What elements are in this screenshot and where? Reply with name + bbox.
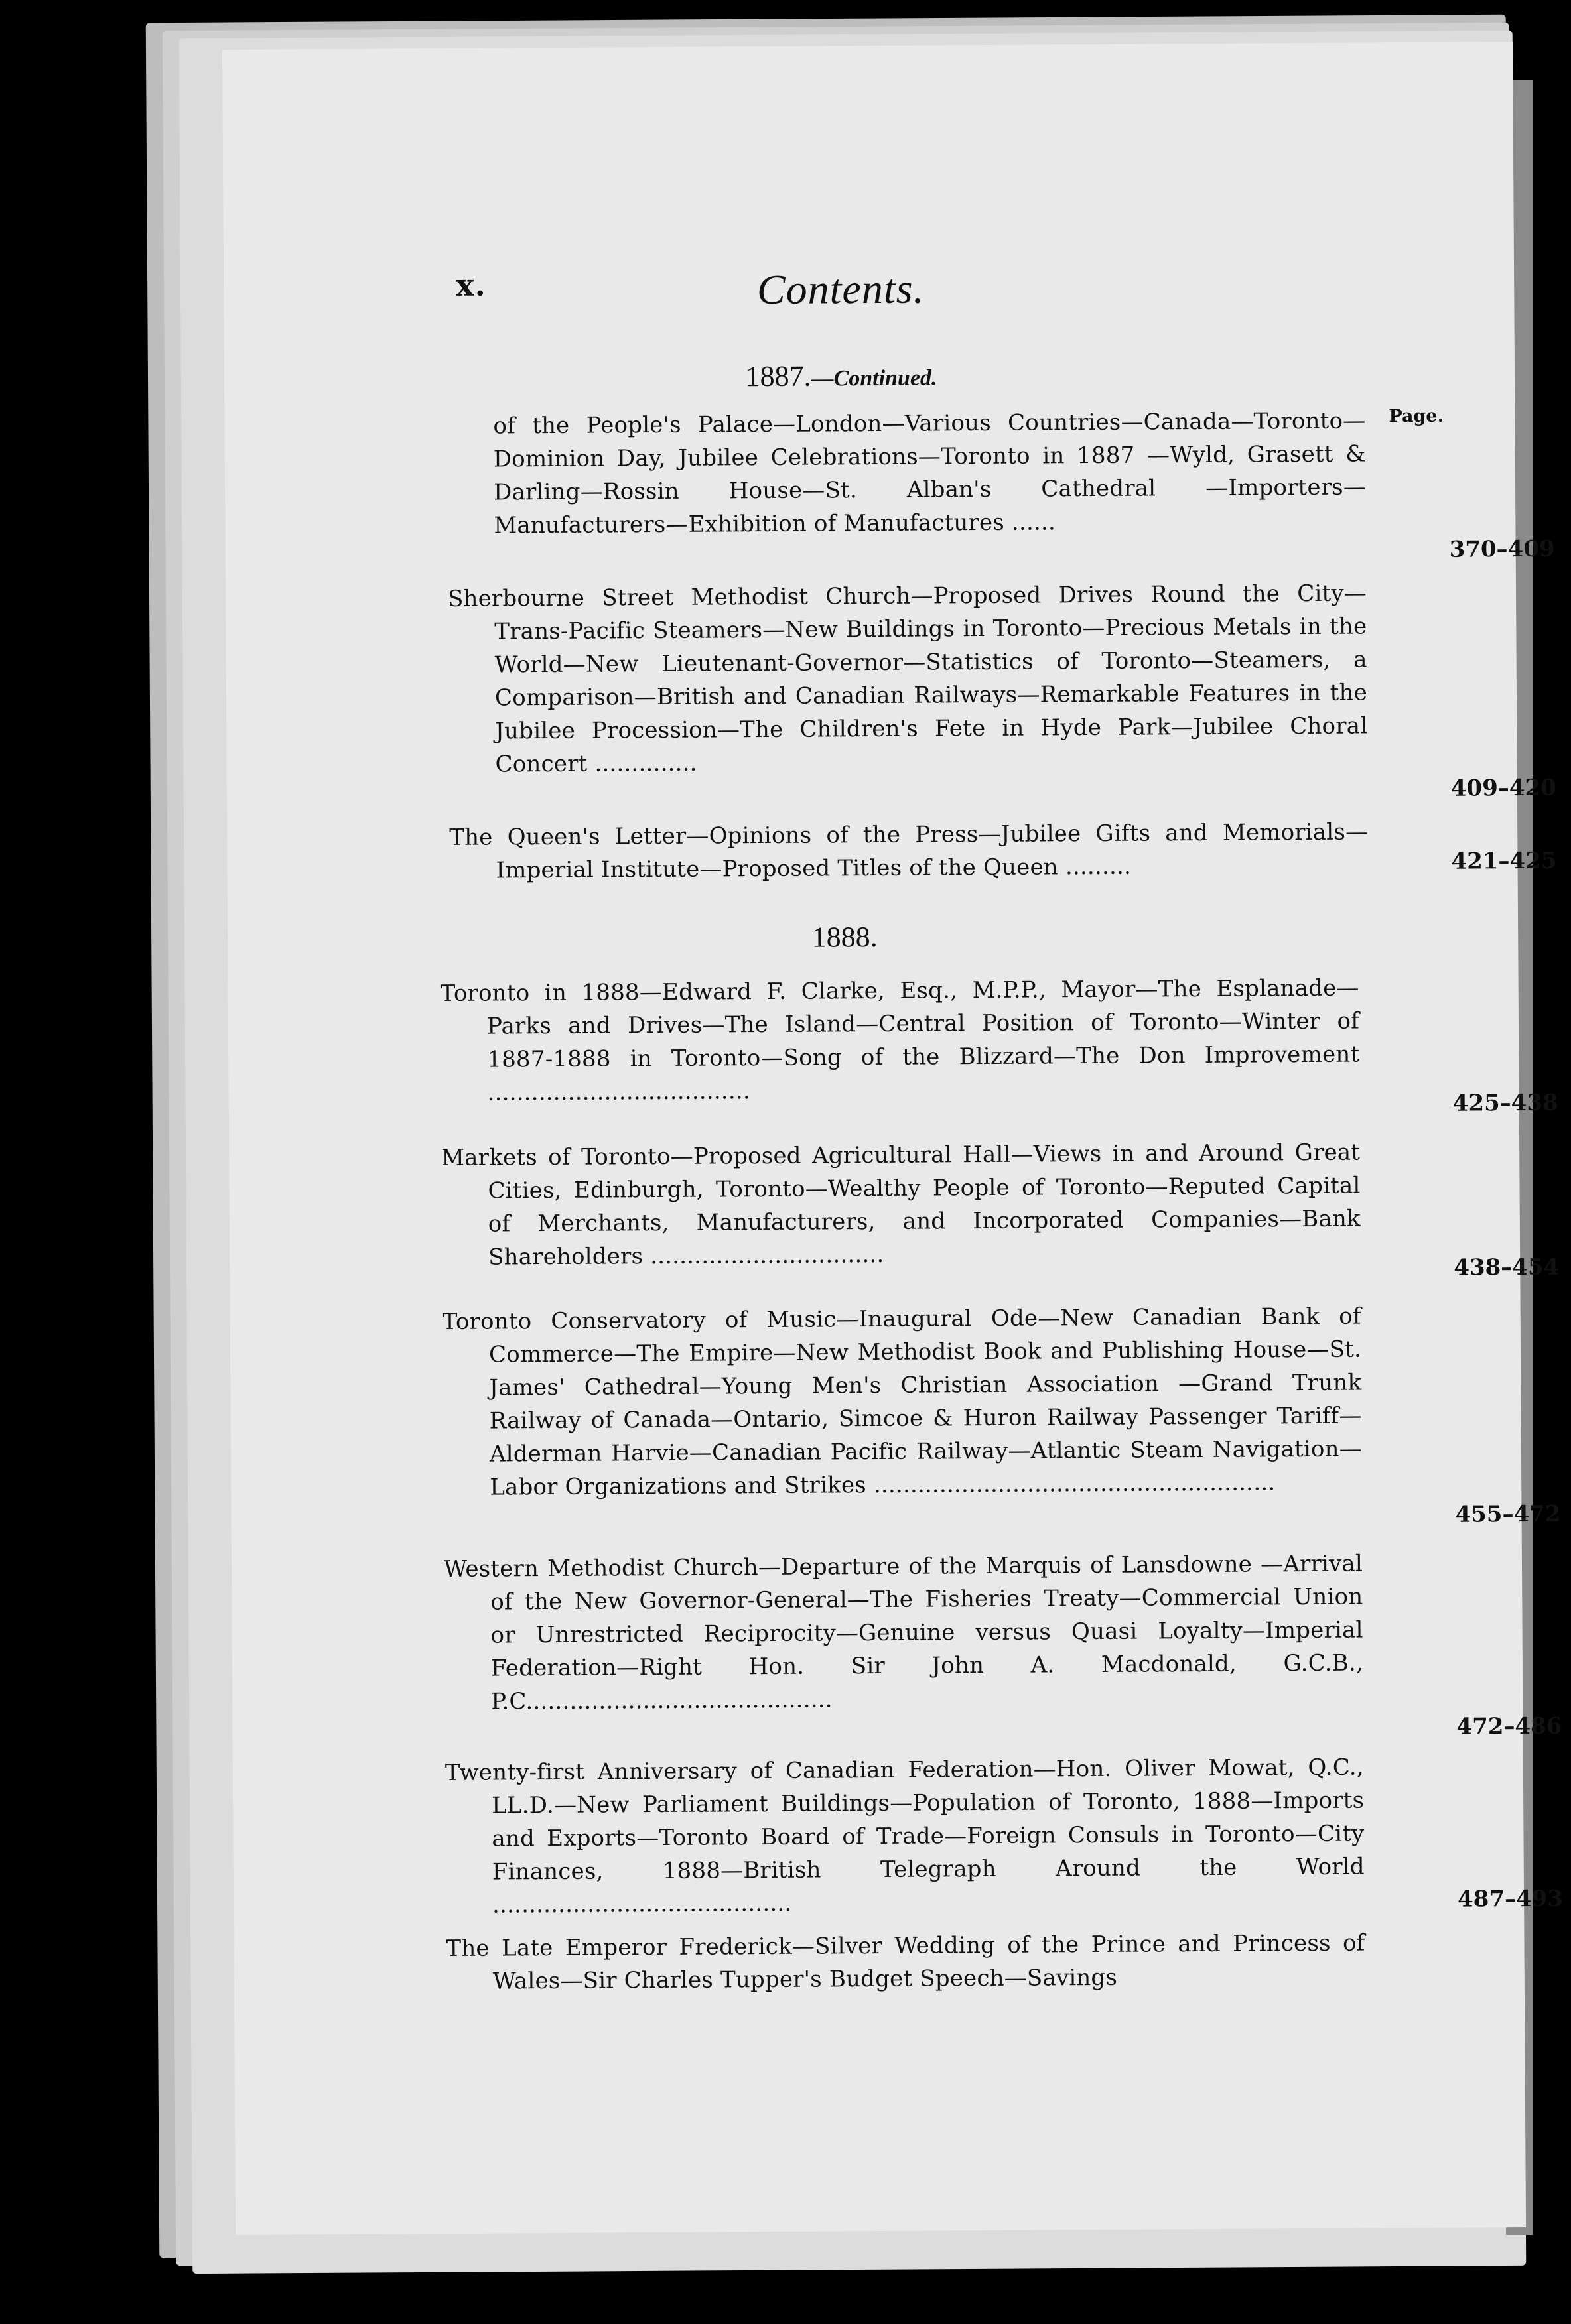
contents-entry — [445, 1751, 1365, 1922]
contents-entry — [443, 1300, 1363, 1504]
contents-entry — [441, 972, 1360, 1110]
contents-entry — [493, 404, 1366, 542]
contents-entry — [446, 1927, 1365, 1998]
contents-entry — [448, 576, 1368, 781]
continued-label: —Continued. — [811, 365, 937, 391]
page-folio: x. — [456, 267, 486, 303]
book-page — [222, 42, 1564, 2235]
page-column-label: Page. — [1389, 405, 1444, 427]
entry-text: of the People's Palace—London—Various Countries—Canada—Toronto—Dominion Day, Jubilee Celebrations—Toronto in 1887 —Wyld, Grasett & Darling—Rossin House—St. Alban's Cathedral —Importers—Manufacturers—Exhibition of Manufactures ...... — [493, 407, 1367, 539]
section-heading-1888 — [228, 917, 1462, 958]
entry-text: The Queen's Letter—Opinions of the Press—Jubilee Gifts and Memorials—Imperial Institute—Proposed Titles of the Queen ......... — [449, 818, 1369, 884]
entry-pages: 472–486 — [1456, 1712, 1562, 1740]
entry-text: Sherbourne Street Methodist Church—Proposed Drives Round the City—Trans-Pacific Steamers—New Buildings in Toronto—Precious Metals in the World—New Lieutenant-Governor—Statistics of Toronto—Steamers, a Comparison—British and Canadian Railways—Remarkable Features in the Jubilee Procession—The Children's Fete in Hyde Park—Jubilee Choral Concert .............. — [447, 580, 1368, 778]
entry-pages: 409–420 — [1450, 774, 1556, 802]
contents-entry — [441, 1136, 1361, 1274]
entry-pages: 455–472 — [1455, 1500, 1561, 1528]
page-title: Contents. — [756, 265, 925, 314]
section-year: 1887. — [745, 359, 811, 393]
contents-entry — [444, 1547, 1364, 1718]
entry-pages: 438–454 — [1454, 1254, 1560, 1281]
entry-text: Toronto in 1888—Edward F. Clarke, Esq., M.P.P., Mayor—The Esplanade—Parks and Drives—The Island—Central Position of Toronto—Winter of 1887-1888 in Toronto—Song of the Blizzard—The Don Improvement .................................... — [440, 974, 1360, 1106]
entry-pages: 425–438 — [1452, 1089, 1558, 1117]
entry-text: The Late Emperor Frederick—Silver Wedding of the Prince and Princess of Wales—Sir Charles Tupper's Budget Speech—Savings — [446, 1929, 1365, 1995]
entry-text: Toronto Conservatory of Music—Inaugural Ode—New Canadian Bank of Commerce—The Empire—New Methodist Book and Publishing House—St. James' Cathedral—Young Men's Christian Association —Grand Trunk Railway of Canada—Ontario, Simcoe & Huron Railway Passenger Tariff—Alderman Harvie—Canadian Pacific Railway—Atlantic Steam Navigation—Labor Organizations and Strikes ....................................................... — [442, 1303, 1363, 1501]
entry-text: Western Methodist Church—Departure of the Marquis of Lansdowne —Arrival of the New Governor-General—The Fisheries Treaty—Commercial Union or Unrestricted Reciprocity—Genuine versus Quasi Loyalty—Imperial Federation—Right Hon. Sir John A. Macdonald, G.C.B., P.C.......................................... — [443, 1550, 1364, 1715]
entry-text: Twenty-first Anniversary of Canadian Federation—Hon. Oliver Mowat, Q.C., LL.D.—New Parliament Buildings—Population of Toronto, 1888—Imports and Exports—Toronto Board of Trade—Foreign Consuls in Toronto—City Finances, 1888—British Telegraph Around the World ......................................... — [444, 1754, 1365, 1919]
section-heading-1887 — [224, 355, 1458, 397]
entry-pages: 487–493 — [1457, 1885, 1564, 1913]
entry-text: Markets of Toronto—Proposed Agricultural Hall—Views in and Around Great Cities, Edinburgh, Toronto—Wealthy People of Toronto—Reputed Capital of Merchants, Manufacturers, and Incorporated Companies—Bank Shareholders ................................ — [441, 1139, 1361, 1271]
section-year: 1888. — [811, 920, 878, 954]
contents-entry — [449, 815, 1369, 887]
entry-pages: 370–409 — [1449, 535, 1555, 563]
entry-pages: 421–425 — [1451, 847, 1557, 875]
